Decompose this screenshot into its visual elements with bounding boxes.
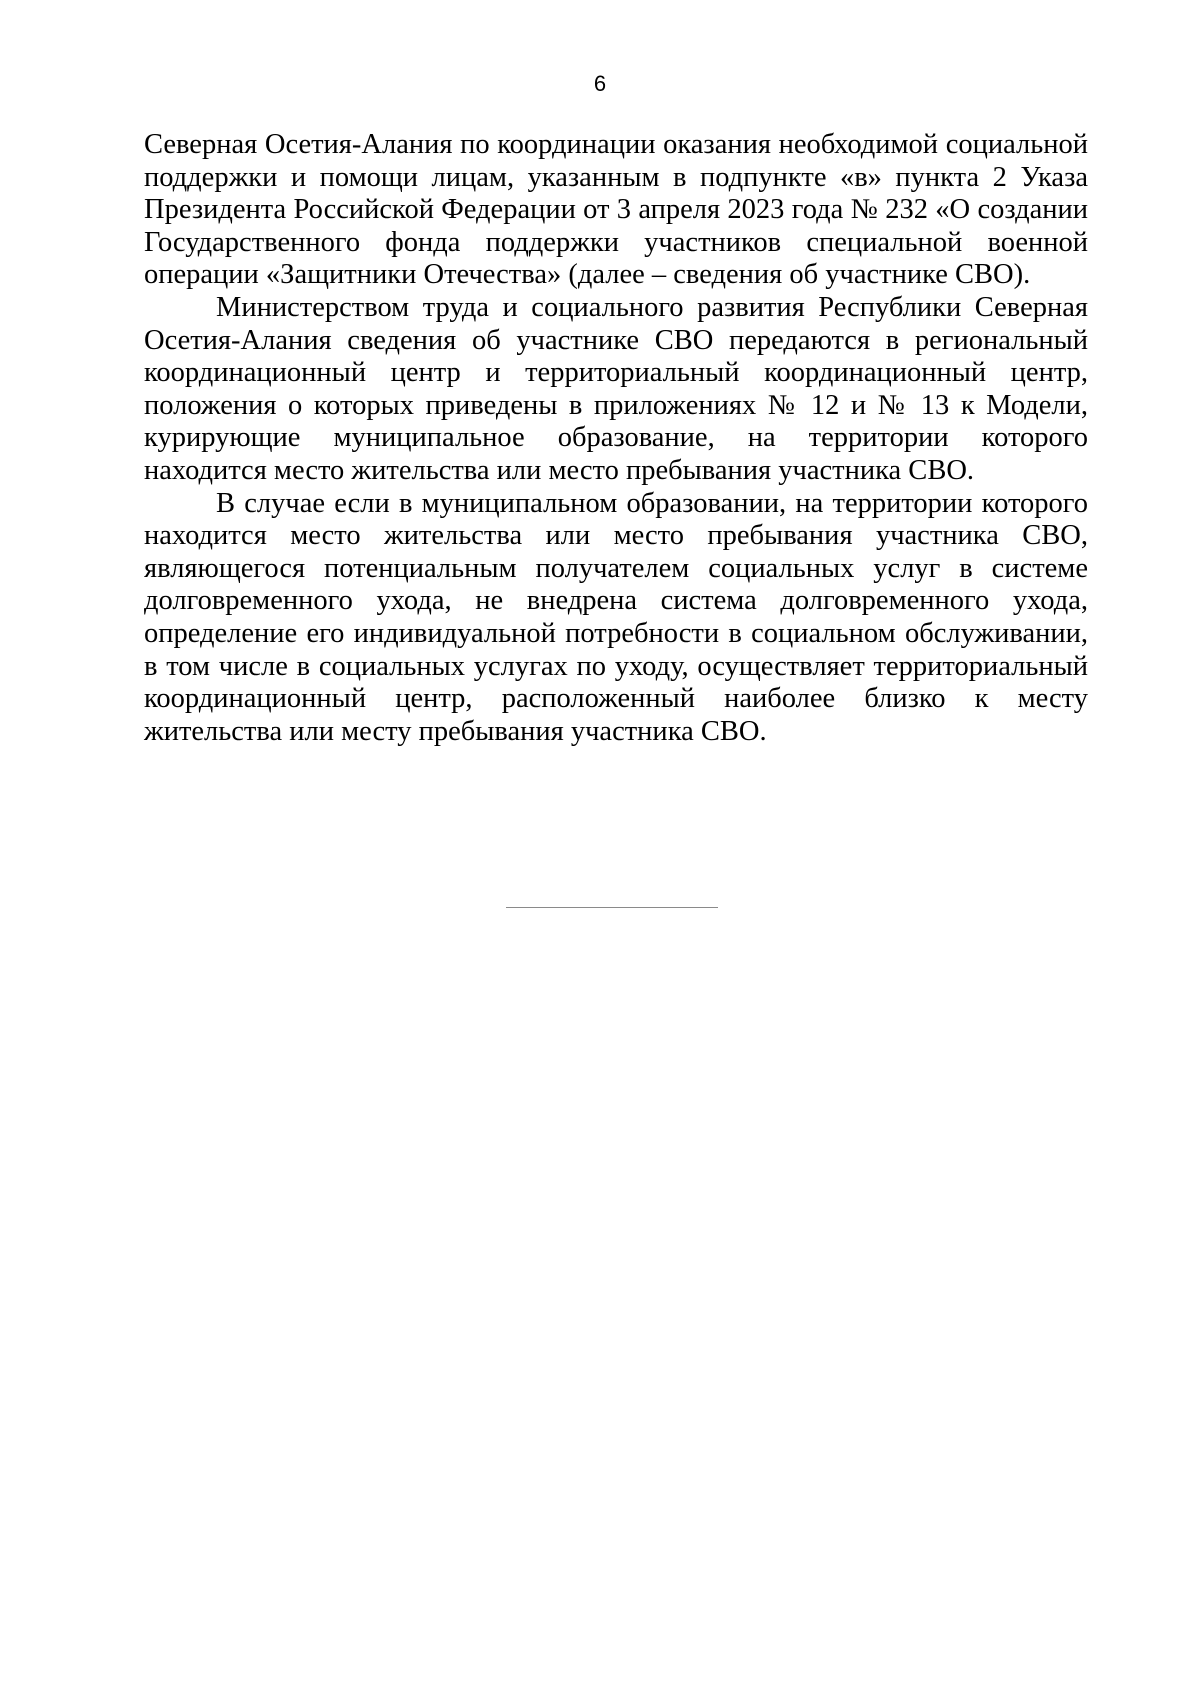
end-of-text-rule [506,907,718,908]
document-body [144,129,1088,748]
paragraph-territorial-center: В случае если в муниципальном образовании, на территории которого находится место жительства или место пребывания участника СВО, являющегося потенциальным получателем социальных услуг в системе долговременного ухода, не внедрена система долговременного ухода, определение его индивидуальной потребности в социальном обслуживании, в том числе в социальных услугах по уходу, осуществляет территориальный координационный центр, расположенный наиболее близко к месту жительства или месту пребывания участника СВО. [144,487,1088,747]
paragraph-ministry-transfer: Министерством труда и социального развития Республики Северная Осетия-Алания сведения об участнике СВО передаются в региональный координационный центр и территориальный координационный центр, положения о которых приведены в приложениях № 12 и № 13 к Модели, курирующие муниципальное образование, на территории которого находится место жительства или место пребывания участника СВО. [144,291,1088,486]
page-number: 6 [593,71,607,96]
paragraph-continuation: Северная Осетия-Алания по координации оказания необходимой социальной поддержки и помощи лицам, указанным в подпункте «в» пункта 2 Указа Президента Российской Федерации от 3 апреля 2023 года № 232 «О создании Государственного фонда поддержки участников специальной военной операции «Защитники Отечества» (далее – сведения об участнике СВО). [144,129,1088,291]
